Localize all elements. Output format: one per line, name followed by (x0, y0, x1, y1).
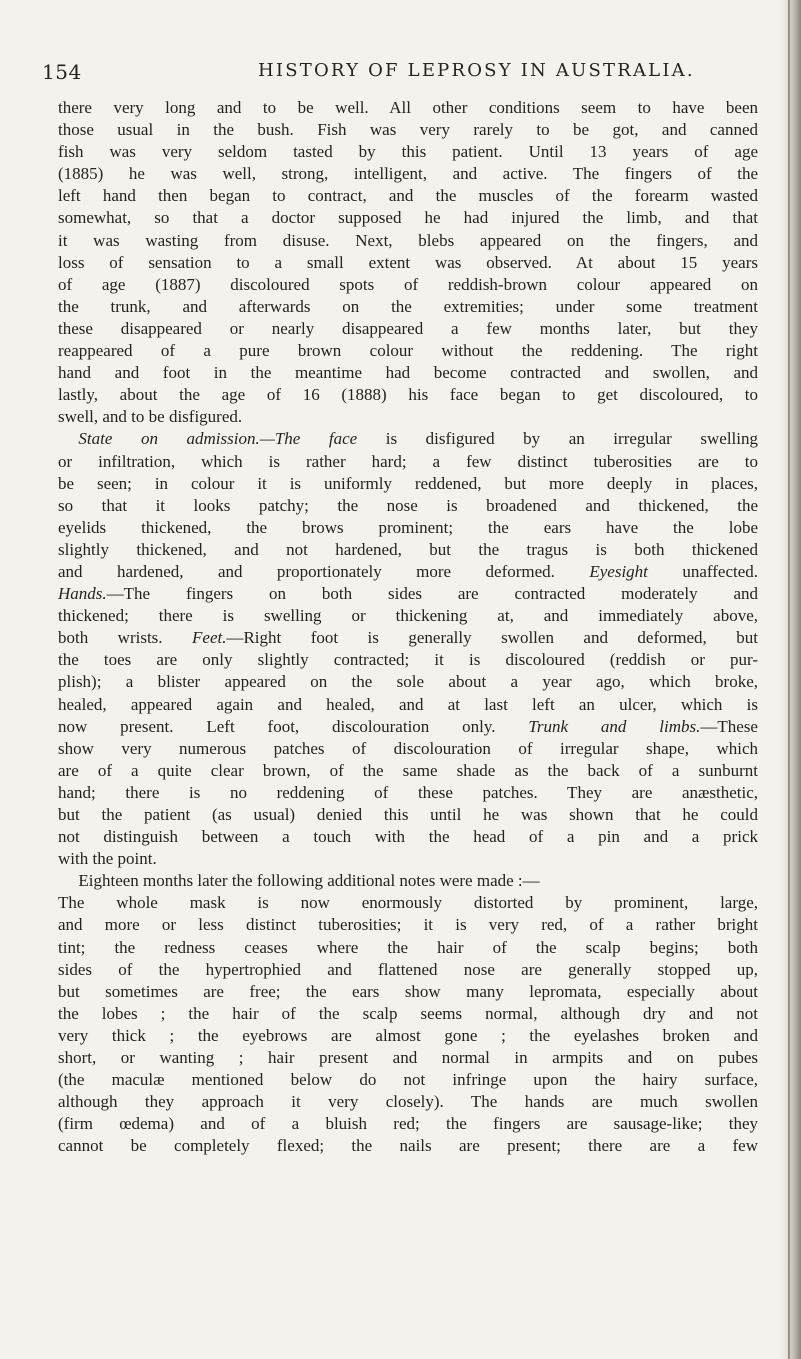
text-line: of age (1887) discoloured spots of reddish-brown colour appeared on (58, 274, 758, 294)
text-line: left hand then began to contract, and the muscles of the forearm wasted (58, 186, 758, 206)
text-line: it was wasting from disuse. Next, blebs appeared on the fingers, and (58, 230, 758, 250)
text-line: cannot be completely flexed; the nails are present; there are a few (58, 1136, 758, 1156)
text-line: lastly, about the age of 16 (1888) his face began to get discoloured, to (58, 385, 758, 405)
text-line: swell, and to be disfigured. (58, 407, 243, 427)
text-line: those usual in the bush. Fish was very rarely to be got, and canned (58, 120, 758, 140)
text-line: very thick ; the eyebrows are almost gone ; the eyelashes broken and (58, 1025, 758, 1045)
text-line: tint; the redness ceases where the hair of the scalp begins; both (58, 937, 758, 957)
book-binding-edge (779, 0, 801, 1359)
text-fragment: —Right foot is generally swollen and deformed, but (226, 628, 758, 648)
feet-line (58, 627, 758, 649)
text-line: but the patient (as usual) denied this until he was shown that he could (58, 805, 758, 824)
paragraph-state-on-admission-line (58, 428, 758, 450)
text-line: there very long and to be well. All other conditions seem to have been (58, 98, 758, 117)
text-line: show very numerous patches of discolouration of irregular shape, which (58, 738, 758, 758)
text-fragment: and hardened, and proportionately more deformed. (58, 561, 590, 581)
text-fragment: —These (700, 716, 758, 736)
text-fragment: both wrists. (58, 628, 193, 648)
section-label-hands: Hands. (58, 584, 107, 604)
text-line: somewhat, so that a doctor supposed he had injured the limb, and that (58, 208, 758, 228)
text-line: eyelids thickened, the brows prominent; the ears have the lobe (58, 517, 758, 537)
binding-shadow-line (788, 0, 790, 1359)
text-fragment: unaffected. (647, 561, 759, 581)
text-line: hand and foot in the meantime had become contracted and swollen, and (58, 363, 758, 383)
text-line: are of a quite clear brown, of the same shade as the back of a sunburnt (58, 760, 758, 780)
text-line: The whole mask is now enormously distorted by prominent, large, (58, 893, 758, 913)
text-line: the trunk, and afterwards on the extremities; under some treatment (58, 296, 758, 316)
text-line: be seen; in colour it is uniformly reddened, but more deeply in places, (58, 473, 758, 493)
text-line: not distinguish between a touch with the head of a pin and a prick (58, 827, 758, 847)
text-line: Eighteen months later the following additional notes were made :— (78, 871, 540, 891)
section-label-state-on-admission: State on admission.— (78, 429, 275, 449)
text-line: with the point. (58, 849, 157, 869)
text-line: fish was very seldom tasted by this patient. Until 13 years of age (58, 142, 758, 162)
hands-line (58, 583, 758, 605)
text-line: loss of sensation to a small extent was observed. At about 15 years (58, 252, 758, 272)
page-header (42, 60, 762, 90)
text-line: the toes are only slightly contracted; it is discoloured (reddish or pur- (58, 650, 758, 670)
text-line: thickened; there is swelling or thickening at, and immediately above, (58, 606, 758, 626)
text-line: although they approach it very closely). The hands are much swollen (58, 1092, 758, 1112)
text-line: plish); a blister appeared on the sole about a year ago, which broke, (58, 672, 758, 692)
text-line: and more or less distinct tuberosities; it is very red, of a rather bright (58, 915, 758, 935)
trunk-line (58, 716, 758, 738)
text-line: (the maculæ mentioned below do not infringe upon the hairy surface, (58, 1070, 758, 1090)
text-line: these disappeared or nearly disappeared a few months later, but they (58, 318, 758, 338)
body-text (58, 97, 758, 1158)
text-line: the lobes ; the hair of the scalp seems normal, although dry and not (58, 1003, 758, 1023)
eyesight-line (58, 561, 758, 583)
section-label-feet: Feet. (192, 628, 227, 648)
text-line: sides of the hypertrophied and flattened nose are generally stopped up, (58, 959, 758, 979)
text-line: (1885) he was well, strong, intelligent, and active. The fingers of the (58, 164, 758, 184)
text-line: but sometimes are free; the ears show many lepromata, especially about (58, 981, 758, 1001)
text-line: (firm œdema) and of a bluish red; the fingers are sausage-like; they (58, 1114, 758, 1134)
text-line: hand; there is no reddening of these patches. They are anæsthetic, (58, 782, 758, 802)
section-label-trunk-and-limbs: Trunk and limbs. (528, 716, 701, 736)
text-line: short, or wanting ; hair present and normal in armpits and on pubes (58, 1048, 758, 1068)
text-fragment: —The fingers on both sides are contracted moderately and (106, 584, 758, 604)
text-line: reappeared of a pure brown colour without the reddening. The right (58, 341, 758, 361)
section-label-eyesight: Eyesight (589, 561, 648, 581)
text-line: so that it looks patchy; the nose is broadened and thickened, the (58, 495, 758, 515)
text-fragment: is disfigured by an irregular swelling (357, 429, 758, 449)
text-line: slightly thickened, and not hardened, but the tragus is both thickened (58, 539, 758, 559)
running-head: HISTORY OF LEPROSY IN AUSTRALIA. (258, 60, 695, 81)
text-line: or infiltration, which is rather hard; a few distinct tuberosities are to (58, 451, 758, 471)
page-number: 154 (42, 60, 82, 84)
section-label-face: The face (274, 429, 358, 449)
text-line: healed, appeared again and healed, and at last left an ulcer, which is (58, 694, 758, 714)
text-fragment: now present. Left foot, discolouration only. (58, 716, 529, 736)
